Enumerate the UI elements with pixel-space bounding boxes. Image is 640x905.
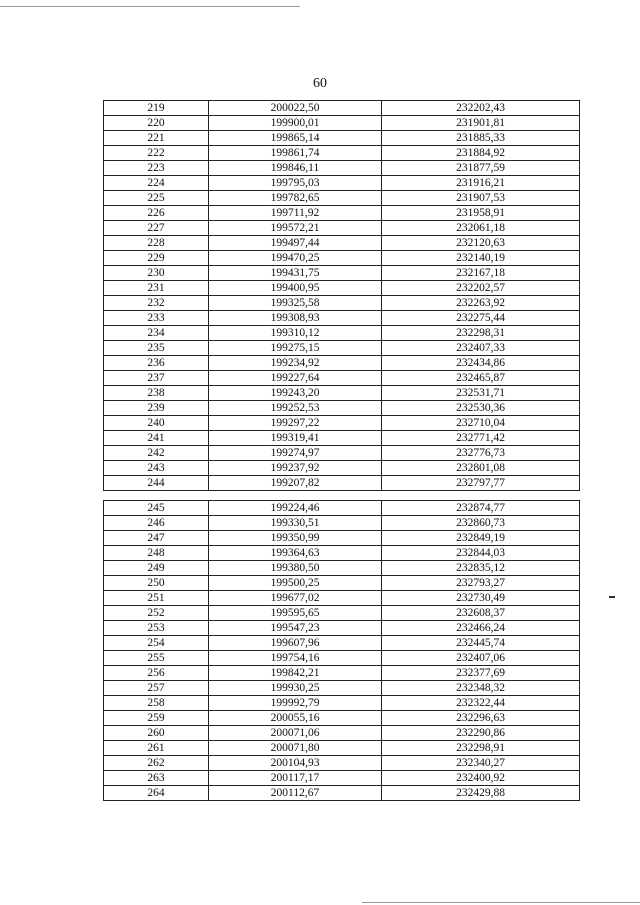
x-coordinate-cell: 200104,93 (209, 756, 382, 771)
x-coordinate-cell: 199992,79 (209, 696, 382, 711)
y-coordinate-cell: 232531,71 (382, 386, 580, 401)
x-coordinate-cell: 199252,53 (209, 401, 382, 416)
table-row (104, 576, 580, 591)
point-number-cell: 257 (104, 681, 209, 696)
margin-mark (609, 596, 615, 598)
x-coordinate-cell: 199930,25 (209, 681, 382, 696)
point-number-cell: 249 (104, 561, 209, 576)
table-row (104, 446, 580, 461)
x-coordinate-cell: 199782,65 (209, 191, 382, 206)
table-row (104, 591, 580, 606)
point-number-cell: 228 (104, 236, 209, 251)
table-row (104, 356, 580, 371)
x-coordinate-cell: 199380,50 (209, 561, 382, 576)
table-row (104, 681, 580, 696)
point-number-cell: 261 (104, 741, 209, 756)
coordinates-table-body (104, 101, 580, 491)
table-row (104, 651, 580, 666)
table-row (104, 146, 580, 161)
table-row (104, 501, 580, 516)
point-number-cell: 258 (104, 696, 209, 711)
table-row (104, 251, 580, 266)
point-number-cell: 243 (104, 461, 209, 476)
y-coordinate-cell: 232140,19 (382, 251, 580, 266)
point-number-cell: 225 (104, 191, 209, 206)
bottom-rule (362, 902, 640, 903)
point-number-cell: 229 (104, 251, 209, 266)
y-coordinate-cell: 232530,36 (382, 401, 580, 416)
x-coordinate-cell: 200071,06 (209, 726, 382, 741)
point-number-cell: 242 (104, 446, 209, 461)
table-row (104, 371, 580, 386)
y-coordinate-cell: 232730,49 (382, 591, 580, 606)
point-number-cell: 222 (104, 146, 209, 161)
x-coordinate-cell: 199237,92 (209, 461, 382, 476)
x-coordinate-cell: 199207,82 (209, 476, 382, 491)
top-rule (0, 6, 300, 7)
table-row (104, 461, 580, 476)
y-coordinate-cell: 232445,74 (382, 636, 580, 651)
y-coordinate-cell: 232860,73 (382, 516, 580, 531)
y-coordinate-cell: 232275,44 (382, 311, 580, 326)
y-coordinate-cell: 232429,88 (382, 786, 580, 801)
point-number-cell: 262 (104, 756, 209, 771)
point-number-cell: 252 (104, 606, 209, 621)
x-coordinate-cell: 199572,21 (209, 221, 382, 236)
point-number-cell: 226 (104, 206, 209, 221)
y-coordinate-cell: 231916,21 (382, 176, 580, 191)
x-coordinate-cell: 199677,02 (209, 591, 382, 606)
point-number-cell: 232 (104, 296, 209, 311)
point-number-cell: 234 (104, 326, 209, 341)
x-coordinate-cell: 199310,12 (209, 326, 382, 341)
x-coordinate-cell: 199330,51 (209, 516, 382, 531)
point-number-cell: 244 (104, 476, 209, 491)
table-row (104, 696, 580, 711)
point-number-cell: 245 (104, 501, 209, 516)
y-coordinate-cell: 232407,33 (382, 341, 580, 356)
point-number-cell: 248 (104, 546, 209, 561)
y-coordinate-cell: 232466,24 (382, 621, 580, 636)
x-coordinate-cell: 199607,96 (209, 636, 382, 651)
x-coordinate-cell: 200055,16 (209, 711, 382, 726)
x-coordinate-cell: 199431,75 (209, 266, 382, 281)
table-row (104, 606, 580, 621)
point-number-cell: 253 (104, 621, 209, 636)
table-row (104, 191, 580, 206)
x-coordinate-cell: 199711,92 (209, 206, 382, 221)
y-coordinate-cell: 231901,81 (382, 116, 580, 131)
point-number-cell: 236 (104, 356, 209, 371)
y-coordinate-cell: 231885,33 (382, 131, 580, 146)
point-number-cell: 263 (104, 771, 209, 786)
x-coordinate-cell: 200022,50 (209, 101, 382, 116)
point-number-cell: 235 (104, 341, 209, 356)
x-coordinate-cell: 199224,46 (209, 501, 382, 516)
table-row (104, 546, 580, 561)
point-number-cell: 255 (104, 651, 209, 666)
table-row (104, 476, 580, 491)
table-row (104, 431, 580, 446)
y-coordinate-cell: 232167,18 (382, 266, 580, 281)
y-coordinate-cell: 232465,87 (382, 371, 580, 386)
y-coordinate-cell: 232290,86 (382, 726, 580, 741)
x-coordinate-cell: 199846,11 (209, 161, 382, 176)
x-coordinate-cell: 199297,22 (209, 416, 382, 431)
x-coordinate-cell: 199500,25 (209, 576, 382, 591)
y-coordinate-cell: 232835,12 (382, 561, 580, 576)
y-coordinate-cell: 232844,03 (382, 546, 580, 561)
point-number-cell: 254 (104, 636, 209, 651)
table-row (104, 636, 580, 651)
x-coordinate-cell: 199861,74 (209, 146, 382, 161)
table-row (104, 726, 580, 741)
table-row (104, 266, 580, 281)
x-coordinate-cell: 200112,67 (209, 786, 382, 801)
x-coordinate-cell: 199325,58 (209, 296, 382, 311)
y-coordinate-cell: 232340,27 (382, 756, 580, 771)
point-number-cell: 260 (104, 726, 209, 741)
y-coordinate-cell: 232298,91 (382, 741, 580, 756)
x-coordinate-cell: 199754,16 (209, 651, 382, 666)
point-number-cell: 237 (104, 371, 209, 386)
y-coordinate-cell: 232120,63 (382, 236, 580, 251)
x-coordinate-cell: 199900,01 (209, 116, 382, 131)
y-coordinate-cell: 232061,18 (382, 221, 580, 236)
point-number-cell: 231 (104, 281, 209, 296)
x-coordinate-cell: 199865,14 (209, 131, 382, 146)
point-number-cell: 227 (104, 221, 209, 236)
x-coordinate-cell: 199227,64 (209, 371, 382, 386)
table-row (104, 281, 580, 296)
y-coordinate-cell: 231958,91 (382, 206, 580, 221)
y-coordinate-cell: 232296,63 (382, 711, 580, 726)
page-number: 60 (313, 76, 327, 91)
point-number-cell: 247 (104, 531, 209, 546)
table-row (104, 666, 580, 681)
x-coordinate-cell: 199470,25 (209, 251, 382, 266)
y-coordinate-cell: 232793,27 (382, 576, 580, 591)
point-number-cell: 233 (104, 311, 209, 326)
point-number-cell: 230 (104, 266, 209, 281)
y-coordinate-cell: 232348,32 (382, 681, 580, 696)
table-row (104, 531, 580, 546)
point-number-cell: 238 (104, 386, 209, 401)
x-coordinate-cell: 199319,41 (209, 431, 382, 446)
x-coordinate-cell: 199274,97 (209, 446, 382, 461)
point-number-cell: 264 (104, 786, 209, 801)
y-coordinate-cell: 232771,42 (382, 431, 580, 446)
point-number-cell: 240 (104, 416, 209, 431)
point-number-cell: 256 (104, 666, 209, 681)
x-coordinate-cell: 199795,03 (209, 176, 382, 191)
table-row (104, 561, 580, 576)
x-coordinate-cell: 199350,99 (209, 531, 382, 546)
x-coordinate-cell: 199595,65 (209, 606, 382, 621)
x-coordinate-cell: 199275,15 (209, 341, 382, 356)
y-coordinate-cell: 232298,31 (382, 326, 580, 341)
y-coordinate-cell: 231907,53 (382, 191, 580, 206)
x-coordinate-cell: 200071,80 (209, 741, 382, 756)
point-number-cell: 239 (104, 401, 209, 416)
y-coordinate-cell: 232801,08 (382, 461, 580, 476)
x-coordinate-cell: 200117,17 (209, 771, 382, 786)
table-row (104, 236, 580, 251)
table-row (104, 221, 580, 236)
point-number-cell: 224 (104, 176, 209, 191)
x-coordinate-cell: 199234,92 (209, 356, 382, 371)
coordinates-table-body (104, 501, 580, 801)
point-number-cell: 250 (104, 576, 209, 591)
table-row (104, 621, 580, 636)
table-row (104, 741, 580, 756)
table-row (104, 326, 580, 341)
table-row (104, 386, 580, 401)
table-row (104, 711, 580, 726)
y-coordinate-cell: 232400,92 (382, 771, 580, 786)
y-coordinate-cell: 232874,77 (382, 501, 580, 516)
point-number-cell: 246 (104, 516, 209, 531)
table-row (104, 131, 580, 146)
y-coordinate-cell: 232202,57 (382, 281, 580, 296)
point-number-cell: 251 (104, 591, 209, 606)
y-coordinate-cell: 231884,92 (382, 146, 580, 161)
table-row (104, 516, 580, 531)
y-coordinate-cell: 232202,43 (382, 101, 580, 116)
table-row (104, 416, 580, 431)
point-number-cell: 241 (104, 431, 209, 446)
x-coordinate-cell: 199497,44 (209, 236, 382, 251)
x-coordinate-cell: 199243,20 (209, 386, 382, 401)
point-number-cell: 259 (104, 711, 209, 726)
table-row (104, 771, 580, 786)
y-coordinate-cell: 232434,86 (382, 356, 580, 371)
point-number-cell: 221 (104, 131, 209, 146)
y-coordinate-cell: 232407,06 (382, 651, 580, 666)
y-coordinate-cell: 232849,19 (382, 531, 580, 546)
y-coordinate-cell: 231877,59 (382, 161, 580, 176)
coordinates-table-part-1 (103, 100, 580, 491)
x-coordinate-cell: 199308,93 (209, 311, 382, 326)
table-row (104, 206, 580, 221)
x-coordinate-cell: 199400,95 (209, 281, 382, 296)
y-coordinate-cell: 232263,92 (382, 296, 580, 311)
table-row (104, 786, 580, 801)
y-coordinate-cell: 232710,04 (382, 416, 580, 431)
table-row (104, 176, 580, 191)
point-number-cell: 223 (104, 161, 209, 176)
table-row (104, 296, 580, 311)
point-number-cell: 220 (104, 116, 209, 131)
y-coordinate-cell: 232776,73 (382, 446, 580, 461)
table-row (104, 341, 580, 356)
x-coordinate-cell: 199364,63 (209, 546, 382, 561)
y-coordinate-cell: 232608,37 (382, 606, 580, 621)
table-row (104, 161, 580, 176)
y-coordinate-cell: 232797,77 (382, 476, 580, 491)
y-coordinate-cell: 232322,44 (382, 696, 580, 711)
table-row (104, 116, 580, 131)
point-number-cell: 219 (104, 101, 209, 116)
table-row (104, 311, 580, 326)
coordinates-table-part-2 (103, 500, 580, 801)
y-coordinate-cell: 232377,69 (382, 666, 580, 681)
table-row (104, 401, 580, 416)
table-row (104, 101, 580, 116)
x-coordinate-cell: 199842,21 (209, 666, 382, 681)
table-row (104, 756, 580, 771)
x-coordinate-cell: 199547,23 (209, 621, 382, 636)
